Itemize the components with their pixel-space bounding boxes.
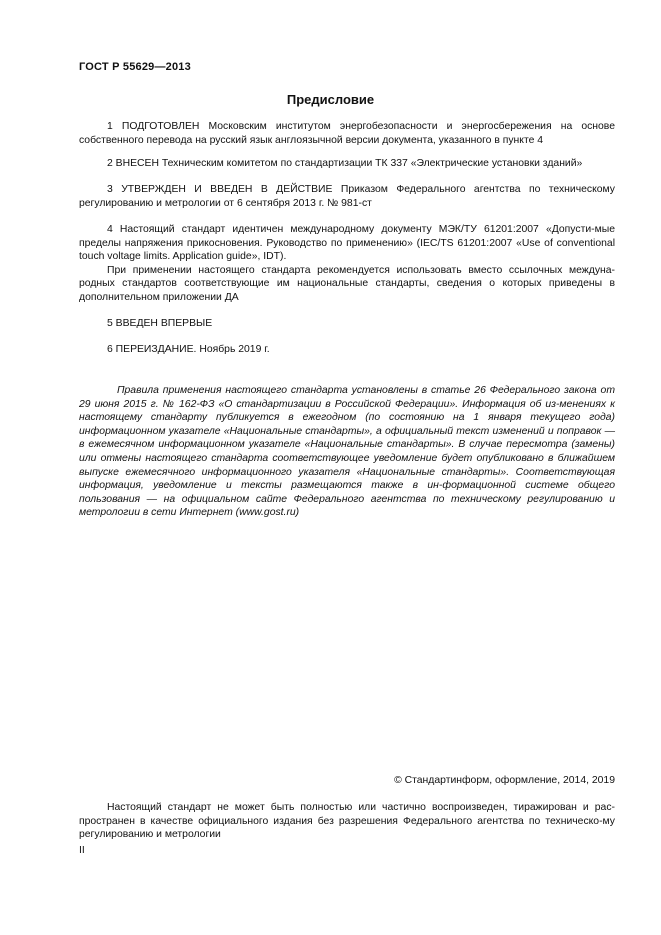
foreword-item-4-text: 4 Настоящий стандарт идентичен международному документу МЭК/ТУ 61201:2007 «Допусти-мые пределы напряжения прикосновения. Руководство по применению» (IEC/TS 61201:2007 «Use of conventional touch voltage limits. Application guide», IDT). [79,224,615,262]
foreword-item-5-text: 5 ВВЕДЕН ВПЕРВЫЕ [107,318,213,329]
rules-notice-text: Правила применения настоящего стандарта установлены в статье 26 Федерального закона от 29 июня 2015 г. № 162-ФЗ «О стандартизации в Российской Федерации». Информация об из-менениях к настоящему стандарту публикуется в ежегодном (по состоянию на 1 января текущего года) информационном указателе «Национальные стандарты», а официальный текст изменений и поправок — в ежемесячном информационном указателе «Национальные стандарты». В случае пересмотра (замены) или отмены настоящего стандарта соответствующее уведомление будет опубликовано в ближайшем выпуске ежемесячного информационного указателя «Национальные стандарты». Соответствующая информация, уведомление и тексты размещаются также в ин-формационной системе общего пользования — на официальном сайте Федерального агентства по техническому регулированию и метрологии в сети Интернет (www.gost.ru) [79,385,615,519]
foreword-item-3 [79,183,615,210]
foreword-item-3-text: 3 УТВЕРЖДЕН И ВВЕДЕН В ДЕЙСТВИЕ Приказом Федерального агентства по техническому регулированию и метрологии от 6 сентября 2013 г. № 981-ст [79,184,615,209]
foreword-item-2-text: 2 ВНЕСЕН Техническим комитетом по стандартизации ТК 337 «Электрические установки зданий» [107,158,583,169]
rules-notice [79,384,615,520]
foreword-item-4-note: При применении настоящего стандарта рекомендуется использовать вместо ссылочных междуна-родных стандартов соответствующие им национальные стандарты, сведения о которых приведены в дополнительном приложении ДА [79,264,615,303]
foreword-item-4 [79,223,615,304]
foreword-item-1 [79,120,615,147]
foreword-item-5 [79,317,615,331]
page-number: II [79,845,85,856]
standard-code-header: ГОСТ Р 55629—2013 [79,61,191,73]
foreword-item-6-text: 6 ПЕРЕИЗДАНИЕ. Ноябрь 2019 г. [107,344,270,355]
reproduction-notice [79,801,615,842]
reproduction-notice-text: Настоящий стандарт не может быть полностью или частично воспроизведен, тиражирован и рас-пространен в качестве официального издания без разрешения Федерального агентства по техническо-му регулированию и метрологии [79,802,615,840]
copyright-line: © Стандартинформ, оформление, 2014, 2019 [394,775,615,786]
foreword-item-6 [79,343,615,357]
foreword-item-2 [79,157,615,171]
foreword-item-1-text: 1 ПОДГОТОВЛЕН Московским институтом энергобезопасности и энергосбережения на основе собственного перевода на русский язык англоязычной версии документа, указанного в пункте 4 [79,121,615,146]
page-title: Предисловие [286,92,375,107]
